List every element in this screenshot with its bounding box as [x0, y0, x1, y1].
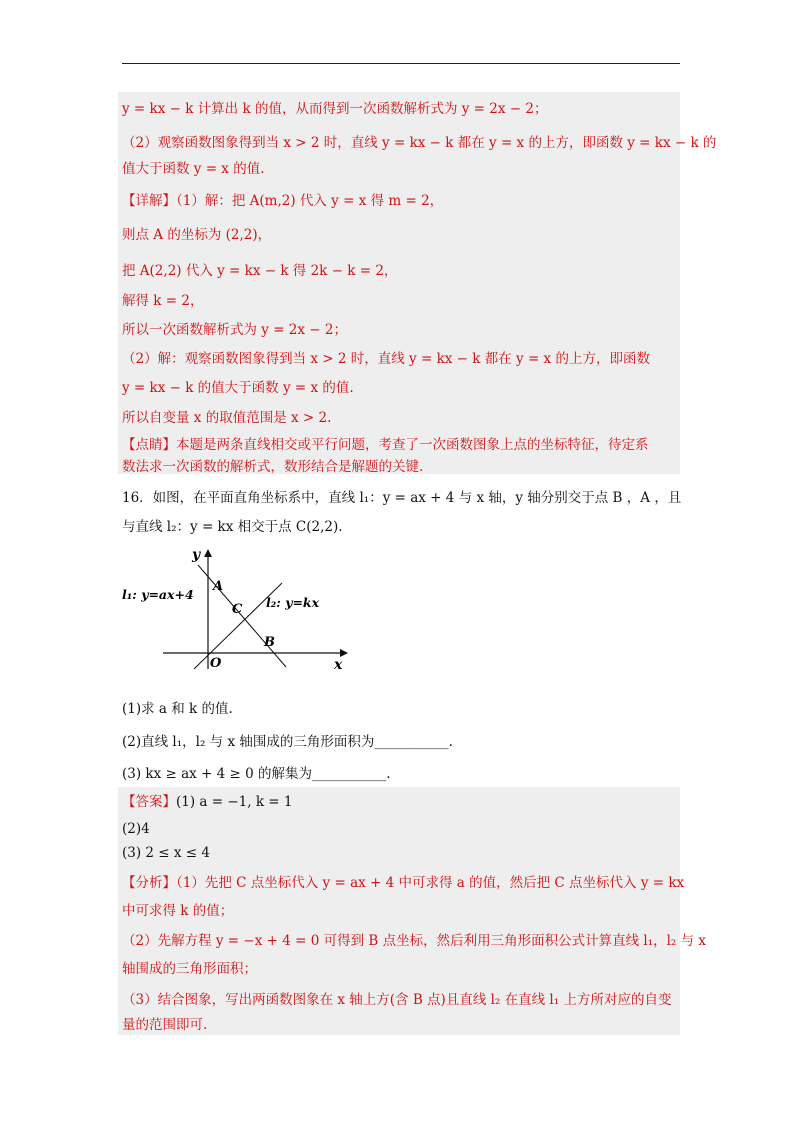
analysis-line-6: 量的范围即可. — [122, 1017, 208, 1033]
answer-line-1 — [122, 793, 293, 811]
problem-16-question-3: (3) kx ≥ ax + 4 ≥ 0 的解集为___________. — [122, 766, 391, 782]
problem-16-figure — [118, 545, 358, 675]
header-rule — [122, 63, 680, 64]
solution-detail-line-6: （2）解：观察函数图象得到当 x > 2 时，直线 y = kx − k 都在 y = x 的上方，即函数 — [122, 351, 650, 367]
point-b-label: B — [264, 635, 275, 650]
solution-line-3: 值大于函数 y = x 的值. — [122, 161, 265, 177]
solution-detail-line-7: y = kx − k 的值大于函数 y = x 的值. — [122, 380, 354, 396]
answer-label: 【答案】 — [122, 794, 176, 810]
comment-line-2: 数法求一次函数的解析式，数形结合是解题的关键. — [122, 459, 424, 475]
problem-16-question-2: (2)直线 l₁，l₂ 与 x 轴围成的三角形面积为___________. — [122, 734, 453, 750]
solution-detail-line-1: 【详解】（1）解：把 A(m,2) 代入 y = x 得 m = 2， — [122, 193, 444, 209]
solution-line-1: y = kx − k 计算出 k 的值，从而得到一次函数解析式为 y = 2x − 2； — [122, 101, 548, 117]
l2-label: l₂: y=kx — [266, 595, 320, 610]
x-axis-arrow — [340, 649, 348, 657]
y-axis-arrow — [204, 549, 212, 557]
solution-detail-line-2: 则点 A 的坐标为 (2,2)， — [122, 227, 272, 243]
answer-3: (3) 2 ≤ x ≤ 4 — [122, 845, 210, 861]
l1-label: l₁: y=ax+4 — [122, 587, 194, 602]
solution-line-2: （2）观察函数图象得到当 x > 2 时，直线 y = kx − k 都在 y = x 的上方，即函数 y = kx − k 的 — [122, 135, 717, 151]
solution-detail-line-4: 解得 k = 2， — [122, 293, 204, 309]
solution-detail-line-5: 所以一次函数解析式为 y = 2x − 2； — [122, 322, 347, 338]
point-c-label: C — [232, 602, 243, 617]
axis-y-label: y — [192, 547, 201, 563]
analysis-line-5: （3）结合图象，写出两函数图象在 x 轴上方(含 B 点)且直线 l₂ 在直线 l₁ 上方所对应的自变 — [122, 992, 672, 1008]
point-a-label: A — [213, 579, 224, 594]
comment-line-1: 【点睛】本题是两条直线相交或平行问题，考查了一次函数图象上点的坐标特征，待定系 — [122, 437, 649, 453]
analysis-line-2: 中可求得 k 的值； — [122, 903, 234, 919]
solution-detail-line-8: 所以自变量 x 的取值范围是 x > 2. — [122, 410, 332, 426]
problem-16-stem-line-1: 16．如图，在平面直角坐标系中，直线 l₁：y = ax + 4 与 x 轴，y 轴分别交于点 B ，A ，且 — [122, 490, 682, 506]
analysis-line-3: （2）先解方程 y = −x + 4 = 0 可得到 B 点坐标，然后利用三角形面积公式计算直线 l₁，l₂ 与 x — [122, 933, 707, 949]
answer-1: (1) a = −1, k = 1 — [176, 794, 293, 810]
analysis-line-4: 轴围成的三角形面积； — [122, 961, 257, 977]
problem-16-question-1: (1)求 a 和 k 的值. — [122, 701, 233, 717]
origin-label: O — [210, 656, 222, 671]
problem-16-stem-line-2: 与直线 l₂：y = kx 相交于点 C(2,2). — [122, 519, 343, 535]
answer-2: (2)4 — [122, 821, 150, 837]
analysis-line-1: 【分析】（1）先把 C 点坐标代入 y = ax + 4 中可求得 a 的值，然后把 C 点坐标代入 y = kx — [122, 875, 685, 891]
solution-detail-line-3: 把 A(2,2) 代入 y = kx − k 得 2k − k = 2， — [122, 263, 398, 279]
axis-x-label: x — [334, 657, 343, 673]
